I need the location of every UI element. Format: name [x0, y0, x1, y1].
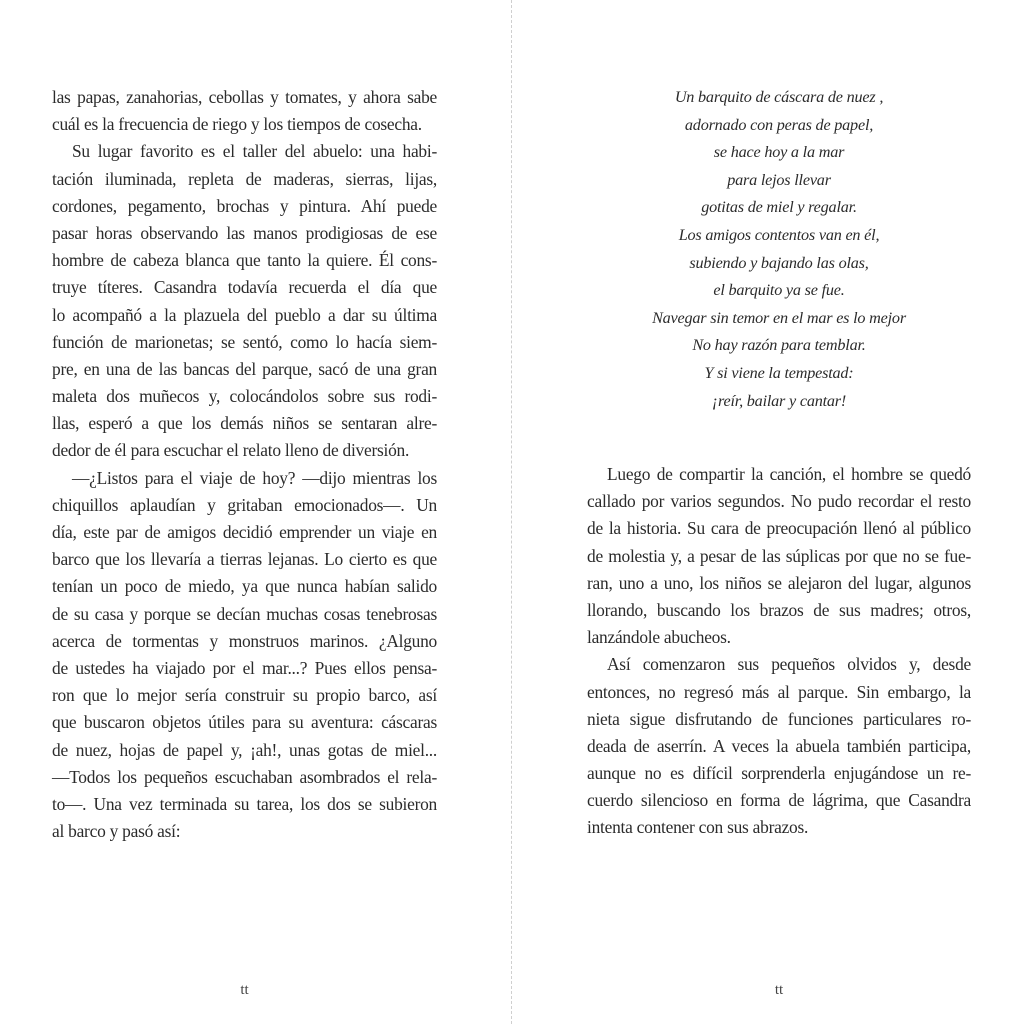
text-line: to—. Una vez terminada su tarea, los dos se subieron [52, 793, 437, 814]
text-line: cuál es la frecuencia de riego y los tiempos de cosecha. [52, 114, 422, 135]
text-line: deada de aserrín. A veces la abuela también participa, [587, 735, 971, 756]
text-line: entonces, no regresó más al parque. Sin embargo, la [587, 681, 971, 702]
text-line: maleta dos muñecos y, colocándolos sobre sus rodi- [52, 386, 437, 407]
text-line: callado por varios segundos. No pudo recordar el resto [587, 491, 971, 512]
left-page-body [52, 84, 437, 845]
text-line: función de marionetas; se sentó, como lo hacía siem- [52, 331, 437, 352]
text-line: cordones, pegamento, brochas y pintura. Ahí puede [52, 195, 437, 216]
text-line: pre, en una de las bancas del parque, sacó de una gran [52, 358, 437, 379]
text-line: de la historia. Su cara de preocupación llenó al público [587, 518, 971, 539]
text-line: lanzándole abucheos. [587, 627, 731, 648]
text-line: acerca de tormentas y monstruos marinos. ¿Alguno [52, 630, 437, 651]
text-line: lo acompañó a la plazuela del pueblo a dar su última [52, 304, 437, 325]
text-line: dedor de él para escuchar el relato lleno de diversión. [52, 440, 410, 461]
text-line: las papas, zanahorias, cebollas y tomates, y ahora sabe [52, 87, 437, 107]
text-line: hombre de cabeza blanca que tanto la quiere. Él cons- [52, 250, 437, 271]
text-line: Su lugar favorito es el taller del abuelo: una habi- [72, 141, 437, 162]
text-line: —Todos los pequeños escuchaban asombrados el rela- [52, 766, 437, 787]
text-line: al barco y pasó así: [52, 821, 181, 842]
poem-verse: Los amigos contentos van en él, [678, 225, 880, 244]
right-page-body [587, 461, 971, 842]
text-line: truye títeres. Casandra todavía recuerda el día que [52, 277, 437, 298]
text-line: llas, esperó a que los demás niños se sentaran alre- [52, 413, 437, 434]
text-line: día, este par de amigos decidió emprender un viaje en [52, 522, 437, 542]
poem-verse: Un barquito de cáscara de nuez , [674, 88, 884, 106]
song-verses [587, 84, 971, 415]
text-line: de molestia y, a pesar de las súplicas por que no se fue- [587, 545, 971, 566]
text-line: pasar horas observando las manos prodigiosas de ese [52, 222, 437, 243]
left-page-number: tt [240, 982, 249, 998]
poem-verse: gotitas de miel y regalar. [701, 198, 857, 217]
poem-verse: Navegar sin temor en el mar es lo mejor [652, 308, 906, 327]
poem-verse: subiendo y bajando las olas, [689, 253, 869, 272]
poem-verse: Y si viene la tempestad: [704, 363, 854, 382]
right-page-number: tt [774, 982, 784, 998]
poem-verse: el barquito ya se fue. [713, 281, 845, 300]
page-gutter-divider [511, 0, 512, 1024]
text-line: de ustedes ha viajado por el mar...? Pues ellos pensa- [52, 657, 437, 678]
text-line: intenta contener con sus abrazos. [587, 817, 809, 838]
poem-verse: para lejos llevar [727, 170, 831, 189]
text-line: ron que lo mejor sería construir su propio barco, así [52, 685, 437, 706]
text-line: de nuez, hojas de papel y, ¡ah!, unas gotas de miel... [52, 739, 437, 760]
text-line: que buscaron objetos útiles para su aventura: cáscaras [52, 712, 437, 733]
text-line: Así comenzaron sus pequeños olvidos y, desde [607, 654, 971, 675]
text-line: —¿Listos para el viaje de hoy? —dijo mientras los [72, 467, 437, 488]
text-line: ran, uno a uno, los niños se alejaron del lugar, algunos [587, 572, 971, 593]
text-line: Luego de compartir la canción, el hombre se quedó [607, 464, 971, 484]
poem-verse: se hace hoy a la mar [713, 143, 845, 162]
right-page [587, 0, 971, 1024]
poem-verse: adornado con peras de papel, [684, 115, 874, 134]
text-line: cuerdo silencioso en forma de lágrima, que Casandra [587, 790, 971, 811]
text-line: llorando, buscando los brazos de sus madres; otros, [587, 599, 971, 620]
text-line: barco que los llevaría a tierras lejanas. Lo cierto es que [52, 549, 437, 570]
poem-verse: No hay razón para temblar. [692, 336, 866, 355]
text-line: tación iluminada, repleta de maderas, sierras, lijas, [52, 168, 437, 189]
text-line: de su casa y porque se decían muchas cosas tenebrosas [52, 603, 437, 624]
text-line: tenían un poco de miedo, ya que nunca habían salido [52, 576, 437, 597]
text-line: nieta sigue disfrutando de funciones particulares ro- [587, 708, 971, 729]
text-line: chiquillos aplaudían y gritaban emocionados—. Un [52, 494, 437, 515]
left-page [52, 0, 437, 1024]
text-line: aunque no es difícil sorprenderla enjugándose un re- [587, 763, 971, 784]
poem-verse: ¡reír, bailar y cantar! [711, 391, 847, 410]
